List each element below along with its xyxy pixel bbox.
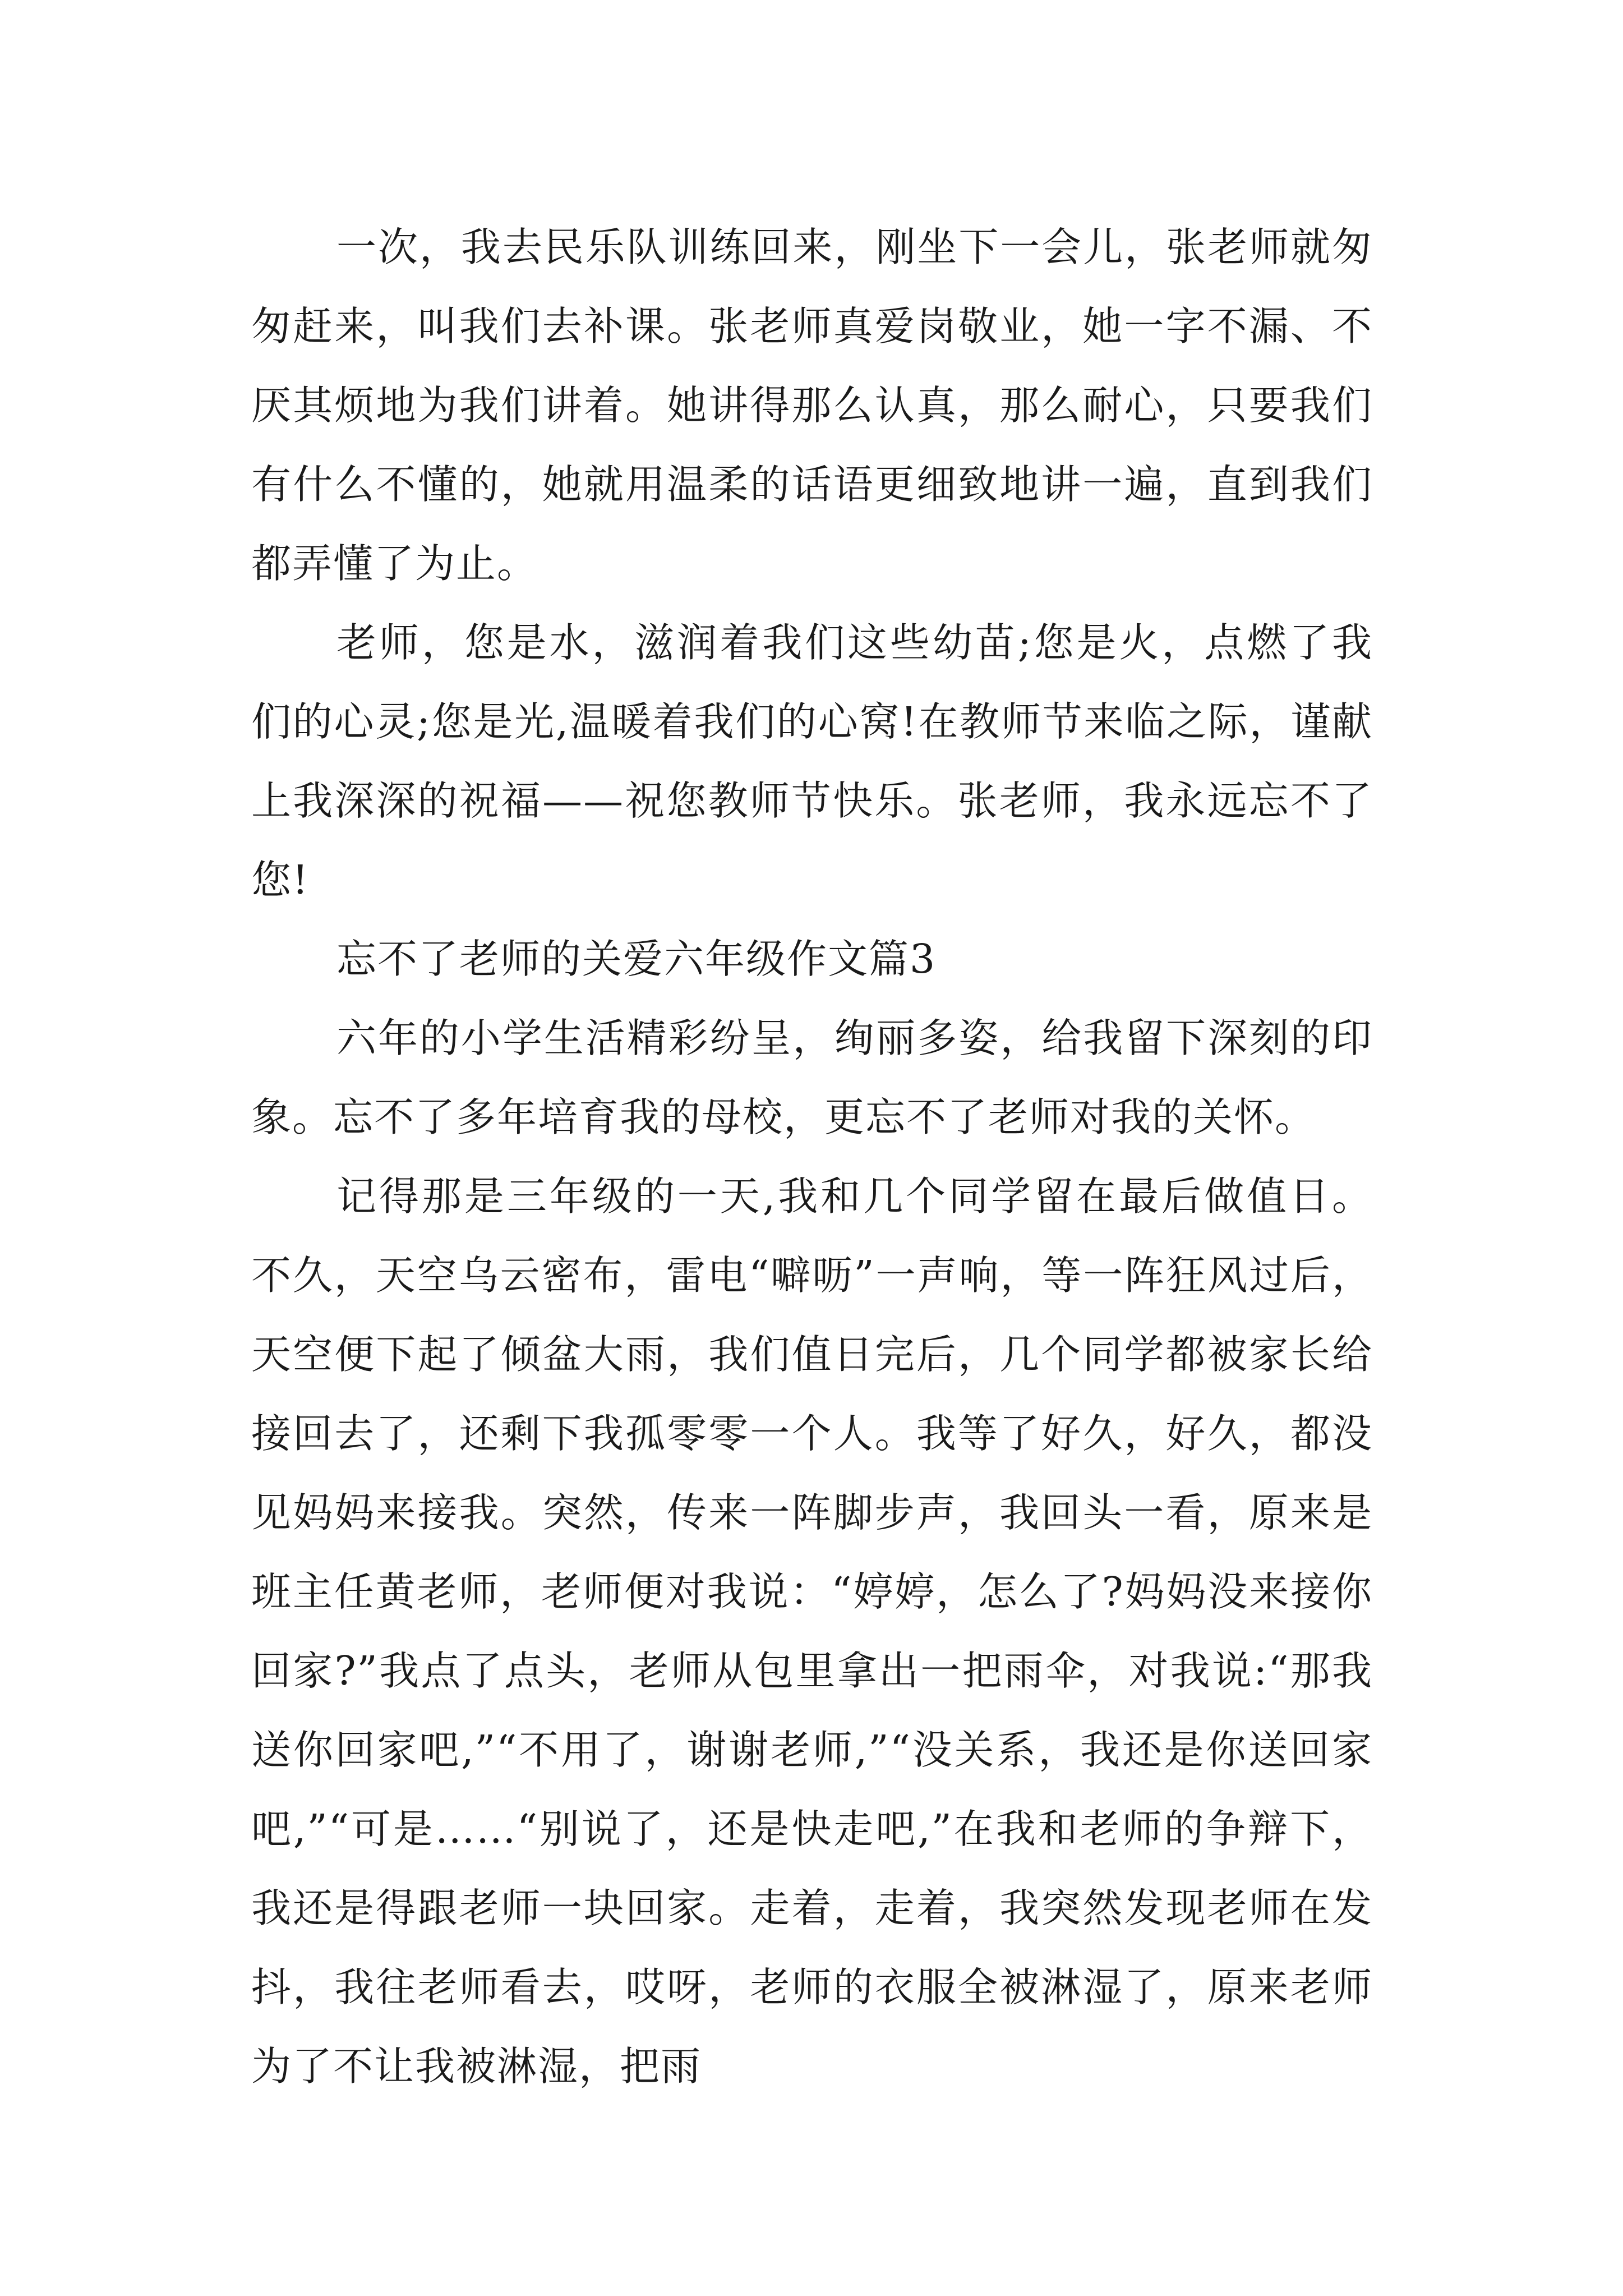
- paragraph-4: 记得那是三年级的一天,我和几个同学留在最后做值日。不久，天空乌云密布，雷电“噼呖”一声响，等一阵狂风过后，天空便下起了倾盆大雨，我们值日完后，几个同学都被家长给接回去了，还剩下我孤零零一个人。我等了好久，好久，都没见妈妈来接我。突然，传来一阵脚步声，我回头一看，原来是班主任黄老师，老师便对我说：“婷婷，怎么了?妈妈没来接你回家?”我点了点头，老师从包里拿出一把雨伞，对我说:“那我送你回家吧,”“不用了，谢谢老师,”“没关系，我还是你送回家吧,”“可是……“别说了，还是快走吧,”在我和老师的争辩下，我还是得跟老师一块回家。走着，走着，我突然发现老师在发抖，我往老师看去，哎呀，老师的衣服全被淋湿了，原来老师为了不让我被淋湿，把雨: [251, 1173, 1373, 2090]
- paragraph-1: 一次，我去民乐队训练回来，刚坐下一会儿，张老师就匆匆赶来，叫我们去补课。张老师真爱岗敬业，她一字不漏、不厌其烦地为我们讲着。她讲得那么认真，那么耐心，只要我们有什么不懂的，她就用温柔的话语更细致地讲一遍，直到我们都弄懂了为止。: [251, 224, 1373, 587]
- section-heading: 忘不了老师的关爱六年级作文篇3: [336, 936, 937, 982]
- paragraph-3: 六年的小学生活精彩纷呈，绚丽多姿，给我留下深刻的印象。忘不了多年培育我的母校，更忘不了老师对我的关怀。: [251, 1015, 1373, 1140]
- article-body: [251, 208, 1373, 2106]
- paragraph-2: 老师，您是水，滋润着我们这些幼苗;您是火，点燃了我们的心灵;您是光,温暖着我们的心窝!在教师节来临之际，谨献上我深深的祝福——祝您教师节快乐。张老师，我永远忘不了您!: [251, 619, 1373, 903]
